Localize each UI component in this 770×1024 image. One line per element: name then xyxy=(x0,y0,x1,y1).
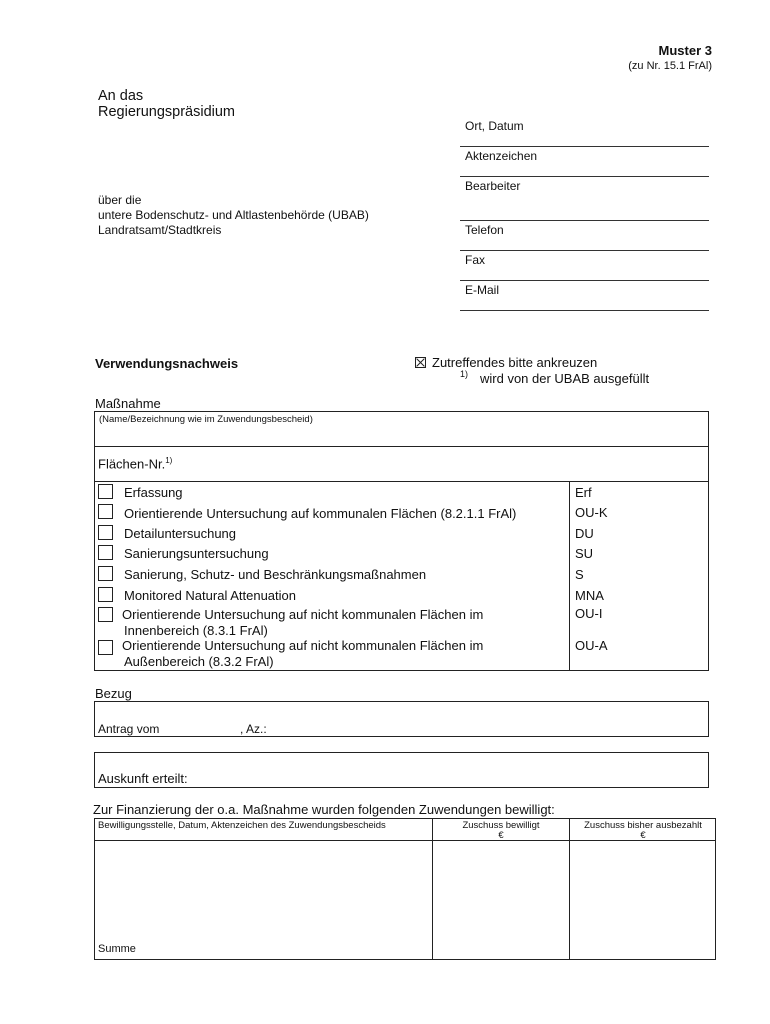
area-number-label[interactable] xyxy=(98,456,172,471)
option-code-sanierungsuntersuchung: SU xyxy=(575,546,594,561)
field-line-aktenzeichen[interactable] xyxy=(460,176,709,177)
option-label-erfassung: Erfassung xyxy=(124,485,183,500)
area-number-footnote: 1) xyxy=(165,456,173,465)
funding-intro: Zur Finanzierung der o.a. Maßnahme wurden folgenden Zuwendungen bewilligt: xyxy=(93,802,555,817)
funding-cell-description[interactable] xyxy=(95,841,431,941)
field-label-ort-datum: Ort, Datum xyxy=(465,119,524,133)
option-label2-ou-innenbereich: Innenbereich (8.3.1 FrAl) xyxy=(124,623,268,638)
field-line-telefon[interactable] xyxy=(460,250,709,251)
checkbox-ou-kommunal[interactable] xyxy=(98,504,113,519)
bezug-title: Bezug xyxy=(95,686,132,701)
option-code-erfassung: Erf xyxy=(575,485,592,500)
option-label2-ou-aussenbereich: Außenbereich (8.3.2 FrAl) xyxy=(124,654,274,669)
field-line-bearbeiter[interactable] xyxy=(460,220,709,221)
field-line-email[interactable] xyxy=(460,310,709,311)
funding-col-unit-2: € xyxy=(498,830,504,841)
option-label-mna: Monitored Natural Attenuation xyxy=(124,588,296,603)
auskunft-label: Auskunft erteilt: xyxy=(98,771,188,786)
section-title: Verwendungsnachweis xyxy=(95,356,239,371)
recipient-line1: An das xyxy=(98,88,144,104)
checkbox-ou-aussenbereich[interactable] xyxy=(98,640,113,655)
option-code-mna: MNA xyxy=(575,588,604,603)
option-code-sanierung: S xyxy=(575,567,584,582)
funding-col-unit-3: € xyxy=(640,830,646,841)
check-legend xyxy=(415,355,597,370)
option-label-detailuntersuchung: Detailuntersuchung xyxy=(124,526,237,541)
field-label-fax: Fax xyxy=(465,253,486,267)
funding-cell-granted[interactable] xyxy=(433,841,568,959)
az-label: , Az.: xyxy=(240,722,267,736)
form-number: Muster 3 xyxy=(658,43,712,58)
via-line2: untere Bodenschutz- und Altlastenbehörde (UBAB) xyxy=(98,208,369,222)
field-line-fax[interactable] xyxy=(460,280,709,281)
option-label-ou-innenbereich: Orientierende Untersuchung auf nicht kommunalen Flächen im xyxy=(122,607,484,622)
funding-cell-paid[interactable] xyxy=(570,841,715,959)
checkbox-erfassung[interactable] xyxy=(98,484,113,499)
antrag-label: Antrag vom xyxy=(98,722,160,736)
footnote-mark: 1) xyxy=(460,369,469,379)
option-label-sanierung: Sanierung, Schutz- und Beschränkungsmaßnahmen xyxy=(124,567,427,582)
option-code-ou-innenbereich: OU-I xyxy=(575,606,603,621)
option-code-ou-aussenbereich: OU-A xyxy=(575,638,608,653)
checkbox-sanierung[interactable] xyxy=(98,566,113,581)
funding-col-header-3: Zuschuss bisher ausbezahlt xyxy=(584,820,702,831)
funding-col-header-1: Bewilligungsstelle, Datum, Aktenzeichen des Zuwendungsbescheids xyxy=(98,820,386,831)
footnote-text: wird von der UBAB ausgefüllt xyxy=(480,371,650,386)
funding-col-header-2: Zuschuss bewilligt xyxy=(462,820,540,831)
checkbox-sanierungsuntersuchung[interactable] xyxy=(98,545,113,560)
checkbox-mna[interactable] xyxy=(98,587,113,602)
area-number-text: Flächen-Nr. xyxy=(98,456,166,472)
field-label-email: E-Mail xyxy=(465,283,500,297)
antrag-field[interactable] xyxy=(94,701,709,737)
option-label-ou-aussenbereich: Orientierende Untersuchung auf nicht kommunalen Flächen im xyxy=(122,638,484,653)
option-code-ou-kommunal: OU-K xyxy=(575,505,608,520)
check-legend-text: Zutreffendes bitte ankreuzen xyxy=(432,355,598,370)
field-label-telefon: Telefon xyxy=(465,223,504,237)
option-label-ou-kommunal: Orientierende Untersuchung auf kommunalen Flächen (8.2.1.1 FrAl) xyxy=(124,506,517,521)
measure-name-hint: (Name/Bezeichnung wie im Zuwendungsbescheid) xyxy=(99,414,313,425)
funding-sum-label: Summe xyxy=(98,943,136,955)
field-line-ort-datum[interactable] xyxy=(460,146,709,147)
option-code-detailuntersuchung: DU xyxy=(575,526,594,541)
checkbox-detailuntersuchung[interactable] xyxy=(98,525,113,540)
checkbox-ou-innenbereich[interactable] xyxy=(98,607,113,622)
via-line3: Landratsamt/Stadtkreis xyxy=(98,223,222,237)
field-label-aktenzeichen: Aktenzeichen xyxy=(465,149,538,163)
form-reference: (zu Nr. 15.1 FrAl) xyxy=(628,60,712,72)
recipient-line2: Regierungspräsidium xyxy=(98,104,236,120)
option-label-sanierungsuntersuchung: Sanierungsuntersuchung xyxy=(124,546,269,561)
checked-box-icon xyxy=(415,357,426,368)
field-label-bearbeiter: Bearbeiter xyxy=(465,179,521,193)
via-line1: über die xyxy=(98,193,142,207)
measure-title: Maßnahme xyxy=(95,396,161,411)
